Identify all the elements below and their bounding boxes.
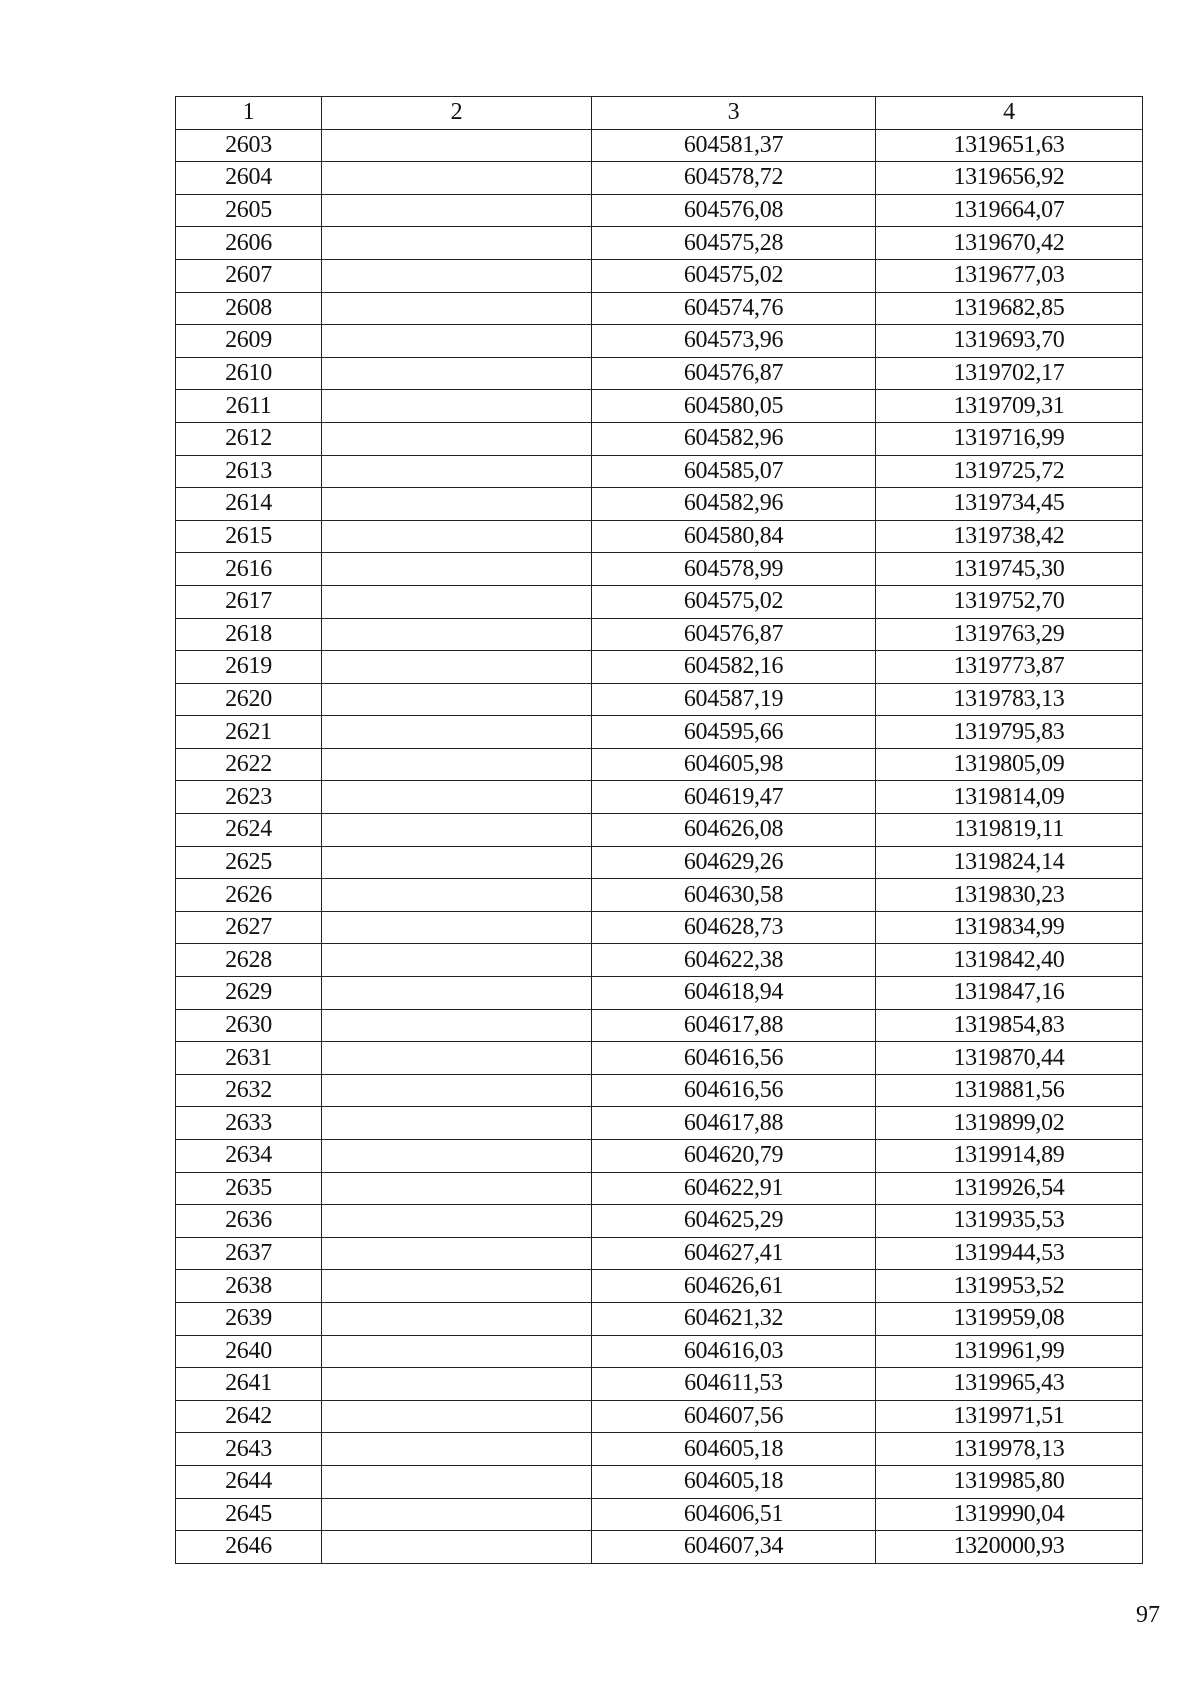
y-coordinate-cell: 1319985,80 xyxy=(876,1465,1143,1498)
description-cell xyxy=(322,846,592,879)
point-number-cell: 2613 xyxy=(176,455,322,488)
x-coordinate-cell: 604622,91 xyxy=(592,1172,876,1205)
table-row xyxy=(176,781,1143,814)
point-number-cell: 2638 xyxy=(176,1270,322,1303)
y-coordinate-cell: 1319795,83 xyxy=(876,716,1143,749)
x-coordinate-cell: 604630,58 xyxy=(592,879,876,912)
description-cell xyxy=(322,1335,592,1368)
description-cell xyxy=(322,1042,592,1075)
table-row xyxy=(176,292,1143,325)
y-coordinate-cell: 1319978,13 xyxy=(876,1433,1143,1466)
table-row xyxy=(176,683,1143,716)
x-coordinate-cell: 604617,88 xyxy=(592,1107,876,1140)
x-coordinate-cell: 604582,16 xyxy=(592,651,876,684)
x-coordinate-cell: 604607,56 xyxy=(592,1400,876,1433)
x-coordinate-cell: 604628,73 xyxy=(592,911,876,944)
x-coordinate-cell: 604575,28 xyxy=(592,227,876,260)
x-coordinate-cell: 604625,29 xyxy=(592,1205,876,1238)
point-number-cell: 2646 xyxy=(176,1531,322,1564)
table-body xyxy=(176,129,1143,1563)
header-cell-col1: 1 xyxy=(176,97,322,130)
description-cell xyxy=(322,1465,592,1498)
point-number-cell: 2612 xyxy=(176,422,322,455)
point-number-cell: 2630 xyxy=(176,1009,322,1042)
point-number-cell: 2608 xyxy=(176,292,322,325)
table-row xyxy=(176,1042,1143,1075)
point-number-cell: 2637 xyxy=(176,1237,322,1270)
x-coordinate-cell: 604616,56 xyxy=(592,1042,876,1075)
description-cell xyxy=(322,520,592,553)
x-coordinate-cell: 604605,18 xyxy=(592,1433,876,1466)
y-coordinate-cell: 1319702,17 xyxy=(876,357,1143,390)
description-cell xyxy=(322,1400,592,1433)
table-row xyxy=(176,1400,1143,1433)
x-coordinate-cell: 604576,87 xyxy=(592,357,876,390)
point-number-cell: 2635 xyxy=(176,1172,322,1205)
point-number-cell: 2639 xyxy=(176,1302,322,1335)
x-coordinate-cell: 604611,53 xyxy=(592,1368,876,1401)
point-number-cell: 2614 xyxy=(176,488,322,521)
description-cell xyxy=(322,1009,592,1042)
description-cell xyxy=(322,227,592,260)
description-cell xyxy=(322,422,592,455)
table-row xyxy=(176,259,1143,292)
header-cell-col4: 4 xyxy=(876,97,1143,130)
point-number-cell: 2642 xyxy=(176,1400,322,1433)
x-coordinate-cell: 604622,38 xyxy=(592,944,876,977)
point-number-cell: 2636 xyxy=(176,1205,322,1238)
point-number-cell: 2615 xyxy=(176,520,322,553)
table-row xyxy=(176,1465,1143,1498)
description-cell xyxy=(322,1205,592,1238)
y-coordinate-cell: 1319725,72 xyxy=(876,455,1143,488)
table-row xyxy=(176,162,1143,195)
y-coordinate-cell: 1319971,51 xyxy=(876,1400,1143,1433)
x-coordinate-cell: 604605,98 xyxy=(592,748,876,781)
table-row xyxy=(176,1433,1143,1466)
point-number-cell: 2644 xyxy=(176,1465,322,1498)
x-coordinate-cell: 604621,32 xyxy=(592,1302,876,1335)
table-row xyxy=(176,748,1143,781)
point-number-cell: 2609 xyxy=(176,325,322,358)
y-coordinate-cell: 1319881,56 xyxy=(876,1074,1143,1107)
description-cell xyxy=(322,1270,592,1303)
description-cell xyxy=(322,748,592,781)
y-coordinate-cell: 1319656,92 xyxy=(876,162,1143,195)
point-number-cell: 2622 xyxy=(176,748,322,781)
table-row xyxy=(176,846,1143,879)
table-row xyxy=(176,618,1143,651)
description-cell xyxy=(322,292,592,325)
x-coordinate-cell: 604626,08 xyxy=(592,814,876,847)
point-number-cell: 2604 xyxy=(176,162,322,195)
y-coordinate-cell: 1319824,14 xyxy=(876,846,1143,879)
point-number-cell: 2631 xyxy=(176,1042,322,1075)
description-cell xyxy=(322,357,592,390)
x-coordinate-cell: 604595,66 xyxy=(592,716,876,749)
y-coordinate-cell: 1319752,70 xyxy=(876,585,1143,618)
y-coordinate-cell: 1319651,63 xyxy=(876,129,1143,162)
header-row xyxy=(176,97,1143,130)
point-number-cell: 2606 xyxy=(176,227,322,260)
description-cell xyxy=(322,259,592,292)
x-coordinate-cell: 604576,87 xyxy=(592,618,876,651)
x-coordinate-cell: 604575,02 xyxy=(592,585,876,618)
description-cell xyxy=(322,455,592,488)
x-coordinate-cell: 604627,41 xyxy=(592,1237,876,1270)
x-coordinate-cell: 604576,08 xyxy=(592,194,876,227)
coordinates-table xyxy=(175,96,1143,1564)
x-coordinate-cell: 604585,07 xyxy=(592,455,876,488)
description-cell xyxy=(322,879,592,912)
description-cell xyxy=(322,683,592,716)
table-row xyxy=(176,357,1143,390)
table-row xyxy=(176,911,1143,944)
table-row xyxy=(176,879,1143,912)
point-number-cell: 2632 xyxy=(176,1074,322,1107)
y-coordinate-cell: 1319935,53 xyxy=(876,1205,1143,1238)
x-coordinate-cell: 604578,72 xyxy=(592,162,876,195)
description-cell xyxy=(322,162,592,195)
description-cell xyxy=(322,585,592,618)
point-number-cell: 2617 xyxy=(176,585,322,618)
y-coordinate-cell: 1319783,13 xyxy=(876,683,1143,716)
table-row xyxy=(176,1270,1143,1303)
y-coordinate-cell: 1319830,23 xyxy=(876,879,1143,912)
description-cell xyxy=(322,1172,592,1205)
description-cell xyxy=(322,911,592,944)
x-coordinate-cell: 604616,03 xyxy=(592,1335,876,1368)
description-cell xyxy=(322,814,592,847)
x-coordinate-cell: 604578,99 xyxy=(592,553,876,586)
description-cell xyxy=(322,129,592,162)
description-cell xyxy=(322,1498,592,1531)
table-row xyxy=(176,1237,1143,1270)
point-number-cell: 2611 xyxy=(176,390,322,423)
point-number-cell: 2603 xyxy=(176,129,322,162)
y-coordinate-cell: 1320000,93 xyxy=(876,1531,1143,1564)
description-cell xyxy=(322,325,592,358)
y-coordinate-cell: 1319738,42 xyxy=(876,520,1143,553)
table-row xyxy=(176,520,1143,553)
y-coordinate-cell: 1319664,07 xyxy=(876,194,1143,227)
point-number-cell: 2626 xyxy=(176,879,322,912)
x-coordinate-cell: 604620,79 xyxy=(592,1140,876,1173)
description-cell xyxy=(322,1368,592,1401)
x-coordinate-cell: 604582,96 xyxy=(592,488,876,521)
description-cell xyxy=(322,781,592,814)
point-number-cell: 2620 xyxy=(176,683,322,716)
point-number-cell: 2629 xyxy=(176,977,322,1010)
y-coordinate-cell: 1319953,52 xyxy=(876,1270,1143,1303)
page-number: 97 xyxy=(1136,1602,1160,1628)
point-number-cell: 2628 xyxy=(176,944,322,977)
x-coordinate-cell: 604587,19 xyxy=(592,683,876,716)
y-coordinate-cell: 1319842,40 xyxy=(876,944,1143,977)
y-coordinate-cell: 1319693,70 xyxy=(876,325,1143,358)
point-number-cell: 2607 xyxy=(176,259,322,292)
y-coordinate-cell: 1319763,29 xyxy=(876,618,1143,651)
point-number-cell: 2625 xyxy=(176,846,322,879)
y-coordinate-cell: 1319773,87 xyxy=(876,651,1143,684)
y-coordinate-cell: 1319944,53 xyxy=(876,1237,1143,1270)
x-coordinate-cell: 604573,96 xyxy=(592,325,876,358)
y-coordinate-cell: 1319734,45 xyxy=(876,488,1143,521)
table-row xyxy=(176,553,1143,586)
point-number-cell: 2641 xyxy=(176,1368,322,1401)
table-row xyxy=(176,1205,1143,1238)
table-row xyxy=(176,1531,1143,1564)
header-cell-col3: 3 xyxy=(592,97,876,130)
x-coordinate-cell: 604618,94 xyxy=(592,977,876,1010)
y-coordinate-cell: 1319870,44 xyxy=(876,1042,1143,1075)
table-row xyxy=(176,1498,1143,1531)
description-cell xyxy=(322,1433,592,1466)
table-row xyxy=(176,716,1143,749)
x-coordinate-cell: 604580,84 xyxy=(592,520,876,553)
y-coordinate-cell: 1319914,89 xyxy=(876,1140,1143,1173)
table-row xyxy=(176,1140,1143,1173)
x-coordinate-cell: 604606,51 xyxy=(592,1498,876,1531)
x-coordinate-cell: 604607,34 xyxy=(592,1531,876,1564)
y-coordinate-cell: 1319854,83 xyxy=(876,1009,1143,1042)
description-cell xyxy=(322,1074,592,1107)
point-number-cell: 2610 xyxy=(176,357,322,390)
point-number-cell: 2605 xyxy=(176,194,322,227)
table-row xyxy=(176,814,1143,847)
y-coordinate-cell: 1319959,08 xyxy=(876,1302,1143,1335)
y-coordinate-cell: 1319899,02 xyxy=(876,1107,1143,1140)
y-coordinate-cell: 1319677,03 xyxy=(876,259,1143,292)
table-row xyxy=(176,1074,1143,1107)
x-coordinate-cell: 604575,02 xyxy=(592,259,876,292)
y-coordinate-cell: 1319814,09 xyxy=(876,781,1143,814)
table-row xyxy=(176,455,1143,488)
point-number-cell: 2627 xyxy=(176,911,322,944)
table-row xyxy=(176,390,1143,423)
point-number-cell: 2645 xyxy=(176,1498,322,1531)
description-cell xyxy=(322,1302,592,1335)
description-cell xyxy=(322,651,592,684)
table-row xyxy=(176,585,1143,618)
point-number-cell: 2643 xyxy=(176,1433,322,1466)
table-row xyxy=(176,422,1143,455)
point-number-cell: 2616 xyxy=(176,553,322,586)
table-row xyxy=(176,651,1143,684)
x-coordinate-cell: 604580,05 xyxy=(592,390,876,423)
y-coordinate-cell: 1319961,99 xyxy=(876,1335,1143,1368)
point-number-cell: 2618 xyxy=(176,618,322,651)
x-coordinate-cell: 604626,61 xyxy=(592,1270,876,1303)
y-coordinate-cell: 1319745,30 xyxy=(876,553,1143,586)
y-coordinate-cell: 1319716,99 xyxy=(876,422,1143,455)
description-cell xyxy=(322,1140,592,1173)
y-coordinate-cell: 1319965,43 xyxy=(876,1368,1143,1401)
description-cell xyxy=(322,944,592,977)
table-header xyxy=(176,97,1143,130)
description-cell xyxy=(322,1237,592,1270)
y-coordinate-cell: 1319805,09 xyxy=(876,748,1143,781)
x-coordinate-cell: 604616,56 xyxy=(592,1074,876,1107)
point-number-cell: 2623 xyxy=(176,781,322,814)
y-coordinate-cell: 1319670,42 xyxy=(876,227,1143,260)
description-cell xyxy=(322,553,592,586)
y-coordinate-cell: 1319834,99 xyxy=(876,911,1143,944)
x-coordinate-cell: 604581,37 xyxy=(592,129,876,162)
header-cell-col2: 2 xyxy=(322,97,592,130)
point-number-cell: 2624 xyxy=(176,814,322,847)
table-row xyxy=(176,194,1143,227)
table-row xyxy=(176,1335,1143,1368)
y-coordinate-cell: 1319682,85 xyxy=(876,292,1143,325)
description-cell xyxy=(322,977,592,1010)
description-cell xyxy=(322,390,592,423)
x-coordinate-cell: 604605,18 xyxy=(592,1465,876,1498)
y-coordinate-cell: 1319709,31 xyxy=(876,390,1143,423)
point-number-cell: 2633 xyxy=(176,1107,322,1140)
table-row xyxy=(176,1107,1143,1140)
description-cell xyxy=(322,716,592,749)
description-cell xyxy=(322,618,592,651)
table-row xyxy=(176,488,1143,521)
description-cell xyxy=(322,1531,592,1564)
x-coordinate-cell: 604582,96 xyxy=(592,422,876,455)
table-row xyxy=(176,1172,1143,1205)
table-row xyxy=(176,1368,1143,1401)
description-cell xyxy=(322,194,592,227)
table-row xyxy=(176,227,1143,260)
y-coordinate-cell: 1319926,54 xyxy=(876,1172,1143,1205)
x-coordinate-cell: 604619,47 xyxy=(592,781,876,814)
table-row xyxy=(176,1302,1143,1335)
table-row xyxy=(176,977,1143,1010)
table-row xyxy=(176,325,1143,358)
point-number-cell: 2634 xyxy=(176,1140,322,1173)
table-row xyxy=(176,129,1143,162)
point-number-cell: 2619 xyxy=(176,651,322,684)
point-number-cell: 2621 xyxy=(176,716,322,749)
table-row xyxy=(176,944,1143,977)
point-number-cell: 2640 xyxy=(176,1335,322,1368)
x-coordinate-cell: 604617,88 xyxy=(592,1009,876,1042)
x-coordinate-cell: 604574,76 xyxy=(592,292,876,325)
x-coordinate-cell: 604629,26 xyxy=(592,846,876,879)
y-coordinate-cell: 1319819,11 xyxy=(876,814,1143,847)
description-cell xyxy=(322,488,592,521)
y-coordinate-cell: 1319990,04 xyxy=(876,1498,1143,1531)
table-row xyxy=(176,1009,1143,1042)
y-coordinate-cell: 1319847,16 xyxy=(876,977,1143,1010)
description-cell xyxy=(322,1107,592,1140)
